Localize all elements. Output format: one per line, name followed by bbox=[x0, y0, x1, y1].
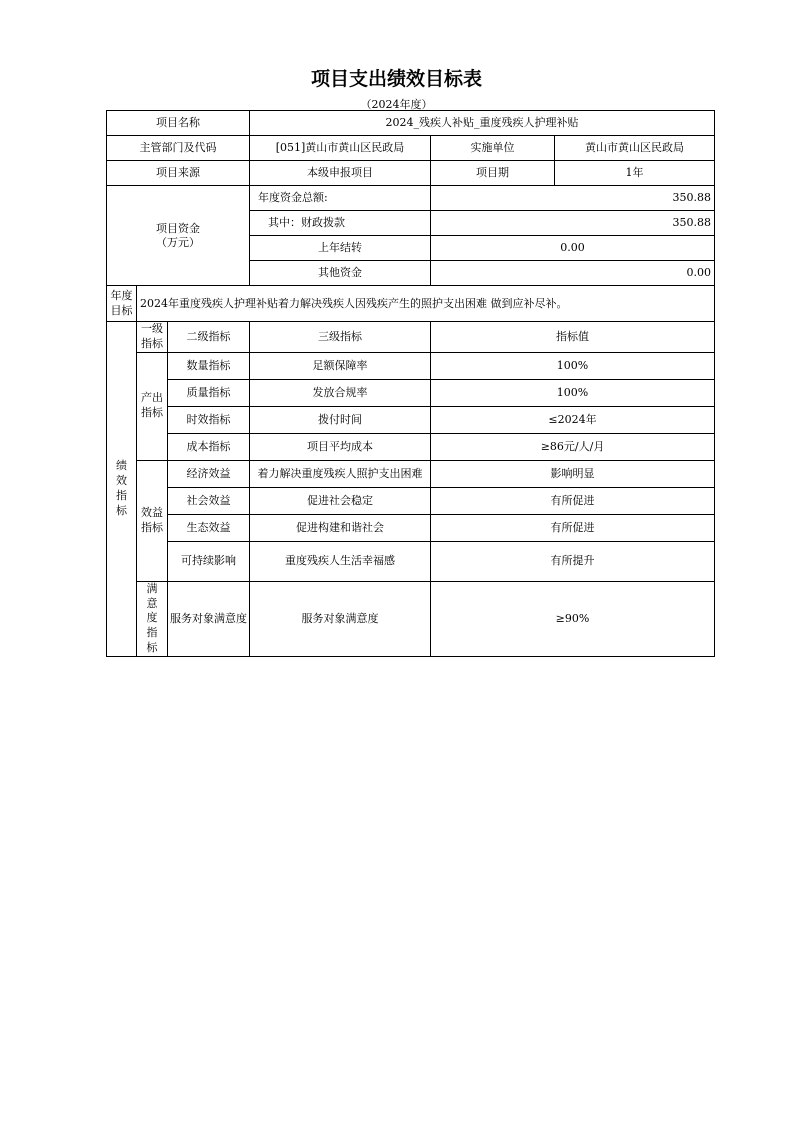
benefit-level3: 着力解决重度残疾人照护支出困难 bbox=[250, 460, 431, 487]
header-level1 bbox=[137, 322, 168, 353]
department: [051]黄山市黄山区民政局 bbox=[250, 136, 431, 161]
header-level2: 二级指标 bbox=[168, 322, 250, 353]
implementer: 黄山市黄山区民政局 bbox=[555, 136, 715, 161]
funds-total: 350.88 bbox=[431, 186, 715, 211]
project-source: 本级申报项目 bbox=[250, 161, 431, 186]
fiscal-year: （2024年度） bbox=[360, 98, 433, 111]
indicators-label-text: 绩效指标 bbox=[116, 459, 127, 517]
project-period: 1年 bbox=[555, 161, 715, 186]
project-period-label: 项目期 bbox=[431, 161, 555, 186]
output-level3: 拨付时间 bbox=[250, 406, 431, 433]
output-indicators-label bbox=[137, 352, 168, 460]
implementer-label: 实施单位 bbox=[431, 136, 555, 161]
satisfaction-indicators-label bbox=[137, 581, 168, 656]
funds-label bbox=[107, 186, 250, 286]
satisfaction-level3: 服务对象满意度 bbox=[250, 581, 431, 656]
benefit-value: 有所促进 bbox=[431, 487, 715, 514]
output-value: 100% bbox=[431, 379, 715, 406]
page-title: 项目支出绩效目标表 bbox=[310, 68, 482, 90]
indicators-label bbox=[107, 322, 137, 657]
benefit-level2: 经济效益 bbox=[168, 460, 250, 487]
funds-carryover-label: 上年结转 bbox=[250, 236, 431, 261]
satisfaction-indicators-label-text: 满意度指标 bbox=[146, 581, 158, 655]
funds-other-label: 其他资金 bbox=[250, 261, 431, 286]
funds-carryover: 0.00 bbox=[431, 236, 715, 261]
output-level2: 质量指标 bbox=[168, 379, 250, 406]
output-level2: 时效指标 bbox=[168, 406, 250, 433]
project-source-label: 项目来源 bbox=[107, 161, 250, 186]
output-level3: 足额保障率 bbox=[250, 352, 431, 379]
benefit-level2: 社会效益 bbox=[168, 487, 250, 514]
performance-target-table bbox=[106, 110, 715, 657]
annual-goal-label-text: 年度目标 bbox=[110, 288, 133, 317]
header-level1-text: 一级指标 bbox=[141, 322, 163, 350]
satisfaction-value: ≥90% bbox=[431, 581, 715, 656]
annual-goal-text: 2024年重度残疾人护理补贴着力解决残疾人因残疾产生的照护支出困难 做到应补尽补。 bbox=[137, 286, 715, 322]
header-level3: 三级指标 bbox=[250, 322, 431, 353]
benefit-level3: 促进社会稳定 bbox=[250, 487, 431, 514]
benefit-indicators-label-text: 效益指标 bbox=[141, 505, 163, 534]
satisfaction-level2: 服务对象满意度 bbox=[168, 581, 250, 656]
project-name: 2024_残疾人补贴_重度残疾人护理补贴 bbox=[250, 111, 715, 136]
funds-fiscal: 350.88 bbox=[431, 211, 715, 236]
output-value: ≥86元/人/月 bbox=[431, 433, 715, 460]
output-level3: 发放合规率 bbox=[250, 379, 431, 406]
benefit-level3: 重度残疾人生活幸福感 bbox=[250, 541, 431, 581]
output-level2: 成本指标 bbox=[168, 433, 250, 460]
output-level3: 项目平均成本 bbox=[250, 433, 431, 460]
funds-label-text: 项目资金（万元） bbox=[156, 221, 200, 249]
funds-fiscal-label: 其中：财政拨款 bbox=[250, 211, 431, 236]
benefit-value: 有所促进 bbox=[431, 514, 715, 541]
benefit-level2: 可持续影响 bbox=[168, 541, 250, 581]
benefit-value: 影响明显 bbox=[431, 460, 715, 487]
output-value: ≤2024年 bbox=[431, 406, 715, 433]
funds-other: 0.00 bbox=[431, 261, 715, 286]
output-level2: 数量指标 bbox=[168, 352, 250, 379]
annual-goal-label bbox=[107, 286, 137, 322]
project-name-label: 项目名称 bbox=[107, 111, 250, 136]
output-indicators-label-text: 产出指标 bbox=[141, 391, 163, 420]
benefit-indicators-label bbox=[137, 460, 168, 581]
department-label: 主管部门及代码 bbox=[107, 136, 250, 161]
benefit-level3: 促进构建和谐社会 bbox=[250, 514, 431, 541]
funds-total-label: 年度资金总额: bbox=[250, 186, 431, 211]
benefit-value: 有所提升 bbox=[431, 541, 715, 581]
output-value: 100% bbox=[431, 352, 715, 379]
header-value: 指标值 bbox=[431, 322, 715, 353]
benefit-level2: 生态效益 bbox=[168, 514, 250, 541]
